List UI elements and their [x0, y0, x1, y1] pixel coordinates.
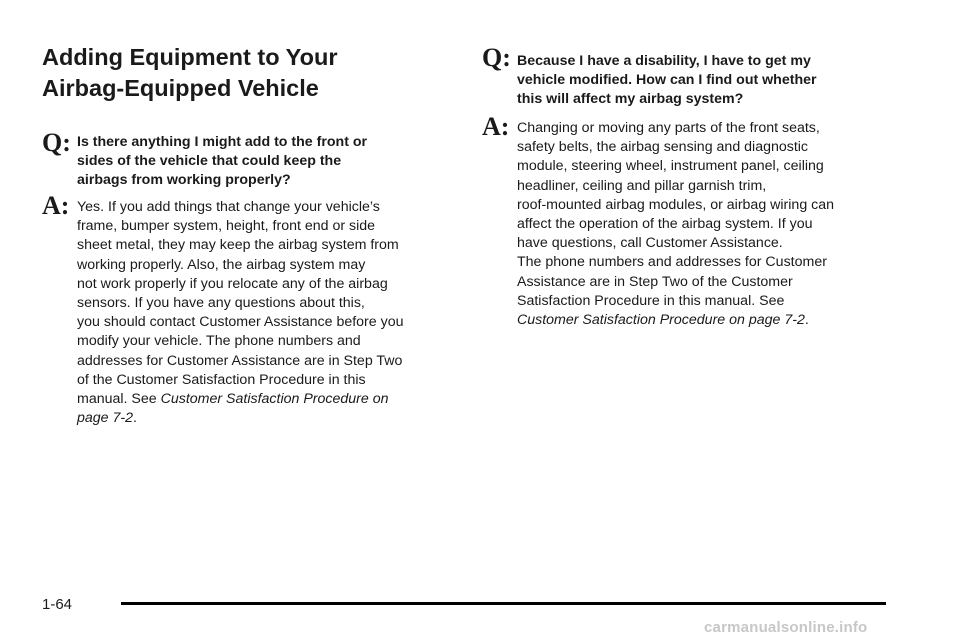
question-text: sides of the vehicle that could keep the [77, 153, 342, 169]
sentence-end: . [133, 410, 137, 427]
question-text: this will affect my airbag system? [517, 91, 744, 107]
answer-text: safety belts, the airbag sensing and diagnostic [517, 139, 809, 156]
answer-text: Satisfaction Procedure in this manual. See [517, 292, 785, 309]
answer-text: not work properly if you relocate any of the airbag [77, 275, 388, 292]
answer-marker: A: [482, 112, 510, 141]
answer-text: module, steering wheel, instrument panel, ceiling [517, 158, 824, 175]
answer-text: addresses for Customer Assistance are in Step Two [77, 352, 403, 369]
answer-text: headliner, ceiling and pillar garnish trim, [517, 177, 767, 194]
watermark: carmanualsonline.info [704, 619, 868, 636]
footer-divider [121, 602, 886, 605]
question-text: Because I have a disability, I have to get my [517, 53, 811, 69]
question-text: Is there anything I might add to the front or [77, 134, 368, 150]
cross-reference-link[interactable]: page 7-2 [77, 410, 134, 427]
question-marker: Q: [482, 43, 511, 72]
answer-marker: A: [42, 191, 70, 220]
answer-text: modify your vehicle. The phone numbers and [77, 333, 361, 350]
answer-text: of the Customer Satisfaction Procedure in this [77, 371, 366, 388]
cross-reference-link[interactable]: Customer Satisfaction Procedure on page 7-2 [517, 312, 805, 329]
question-text: vehicle modified. How can I find out whether [517, 72, 817, 88]
answer-text: sheet metal, they may keep the airbag system from [77, 237, 399, 254]
title-line: Airbag-Equipped Vehicle [42, 75, 319, 101]
answer-text: sensors. If you have any questions about this, [77, 295, 365, 312]
answer-text: Assistance are in Step Two of the Customer [517, 273, 793, 290]
sentence-end: . [804, 312, 809, 329]
title-line: Adding Equipment to Your [42, 44, 338, 70]
answer-text: roof-mounted airbag modules, or airbag wiring can [517, 196, 835, 213]
answer-text [77, 409, 404, 428]
answer-text: have questions, call Customer Assistance. [517, 235, 783, 252]
question-marker: Q: [42, 128, 71, 157]
answer-text: frame, bumper system, height, front end or side [77, 218, 376, 235]
answer-text: Yes. If you add things that change your vehicle’s [77, 199, 380, 215]
answer-text [77, 390, 404, 409]
answer-text: affect the operation of the airbag system. If you [517, 216, 813, 233]
answer-text: working properly. Also, the airbag system may [77, 256, 366, 273]
answer-text: you should contact Customer Assistance before you [77, 314, 404, 331]
see-prefix: manual. See [77, 391, 161, 408]
page-number: 1-64 [42, 596, 73, 613]
section-title [42, 42, 452, 104]
answer-text [517, 311, 834, 330]
answer-text: Changing or moving any parts of the front seats, [517, 120, 820, 136]
cross-reference-link[interactable]: Customer Satisfaction Procedure on [160, 391, 389, 408]
question-text: airbags from working properly? [77, 172, 291, 188]
answer-text: The phone numbers and addresses for Customer [517, 254, 827, 271]
